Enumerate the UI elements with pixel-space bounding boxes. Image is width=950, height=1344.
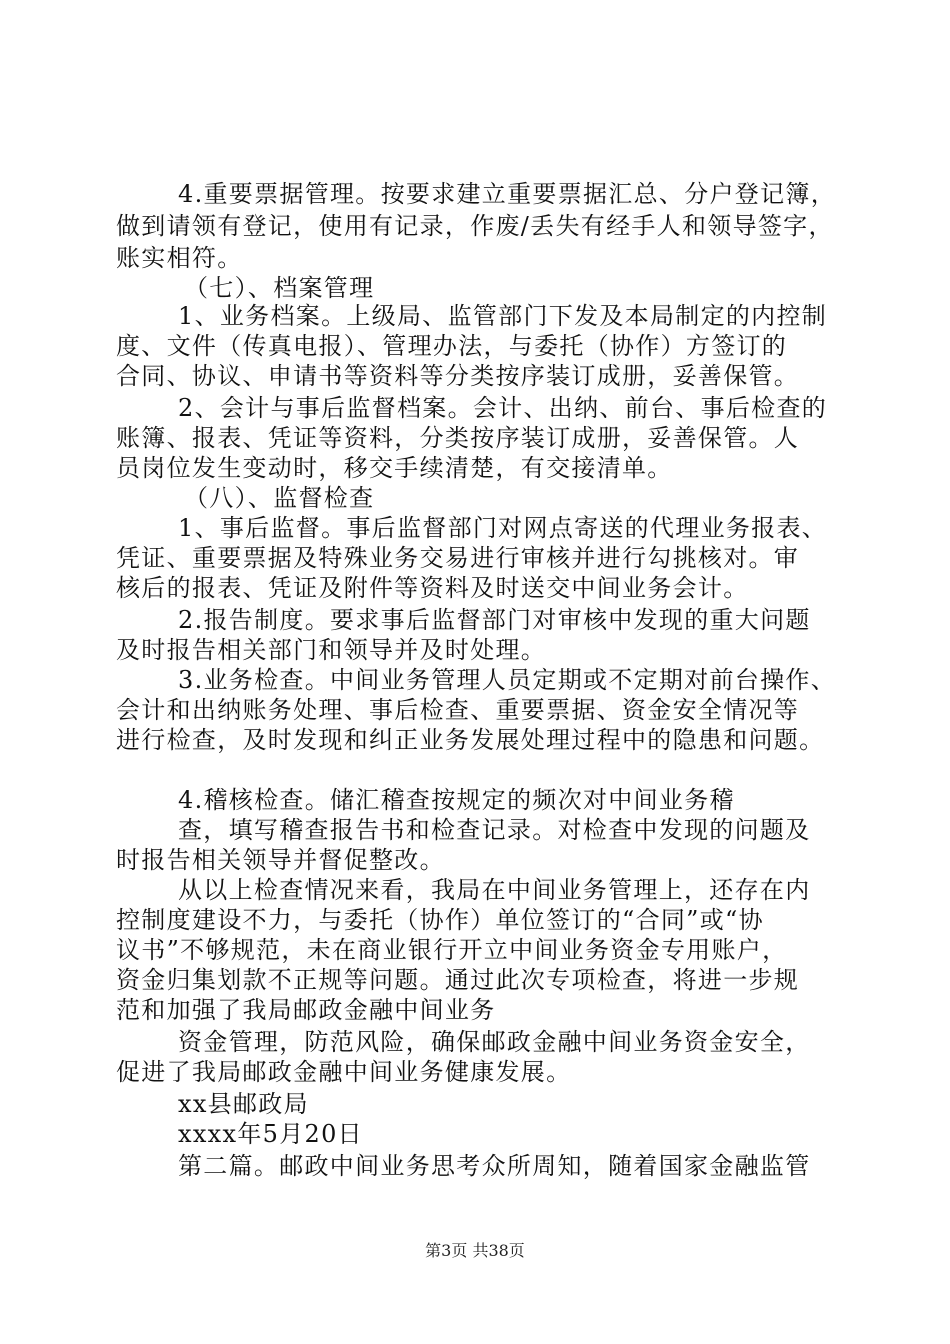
- text-line: 时报告相关领导并督促整改。: [116, 846, 445, 874]
- text-line: 1、业务档案。上级局、监管部门下发及本局制定的内控制: [178, 302, 828, 330]
- text-line: 账实相符。: [116, 244, 243, 272]
- text-line: 查，填写稽查报告书和检查记录。对检查中发现的问题及: [178, 816, 811, 844]
- text-line: 2.报告制度。要求事后监督部门对审核中发现的重大问题: [178, 606, 811, 634]
- text-line: 促进了我局邮政金融中间业务健康发展。: [116, 1058, 572, 1086]
- text-line: 合同、协议、申请书等资料等分类按序装订成册，妥善保管。: [116, 362, 800, 390]
- page-number-footer: 第3页 共38页: [425, 1241, 525, 1260]
- section-heading: （七）、档案管理: [184, 274, 375, 302]
- text-line: 第二篇。邮政中间业务思考众所周知，随着国家金融监管: [178, 1152, 811, 1180]
- text-line: 账簿、报表、凭证等资料，分类按序装订成册，妥善保管。人: [116, 424, 800, 452]
- text-line: 度、文件（传真电报）、管理办法，与委托（协作）方签订的: [116, 332, 788, 360]
- text-line: 核后的报表、凭证及附件等资料及时送交中间业务会计。: [116, 574, 749, 602]
- text-line: 范和加强了我局邮政金融中间业务: [116, 996, 496, 1024]
- text-line: 凭证、重要票据及特殊业务交易进行审核并进行勾挑核对。审: [116, 544, 800, 572]
- text-line: 做到请领有登记，使用有记录，作废/丢失有经手人和领导签字，: [116, 212, 834, 240]
- text-line: 员岗位发生变动时，移交手续清楚，有交接清单。: [116, 454, 673, 482]
- text-line: 3.业务检查。中间业务管理人员定期或不定期对前台操作、: [178, 666, 836, 694]
- text-line: 控制度建设不力，与委托（协作）单位签订的“合同”或“协: [116, 906, 764, 934]
- text-line: 1、事后监督。事后监督部门对网点寄送的代理业务报表、: [178, 514, 828, 542]
- text-line: 资金归集划款不正规等问题。通过此次专项检查，将进一步规: [116, 966, 800, 994]
- text-line: 2、会计与事后监督档案。会计、出纳、前台、事后检查的: [178, 394, 828, 422]
- text-line: 4.重要票据管理。按要求建立重要票据汇总、分户登记簿，: [178, 180, 836, 208]
- text-line: 从以上检查情况来看，我局在中间业务管理上，还存在内: [178, 876, 811, 904]
- section-heading: （八）、监督检查: [184, 484, 375, 512]
- signature-organization: xx县邮政局: [178, 1090, 309, 1118]
- text-line: 资金管理，防范风险，确保邮政金融中间业务资金安全，: [178, 1028, 811, 1056]
- signature-date: xxxx年5月20日: [178, 1120, 363, 1148]
- text-line: 及时报告相关部门和领导并及时处理。: [116, 636, 547, 664]
- text-line: 会计和出纳账务处理、事后检查、重要票据、资金安全情况等: [116, 696, 800, 724]
- text-line: 进行检查，及时发现和纠正业务发展处理过程中的隐患和问题。: [116, 726, 825, 754]
- text-line: 4.稽核检查。储汇稽查按规定的频次对中间业务稽: [178, 786, 735, 814]
- text-line: 议书”不够规范，未在商业银行开立中间业务资金专用账户，: [116, 936, 788, 964]
